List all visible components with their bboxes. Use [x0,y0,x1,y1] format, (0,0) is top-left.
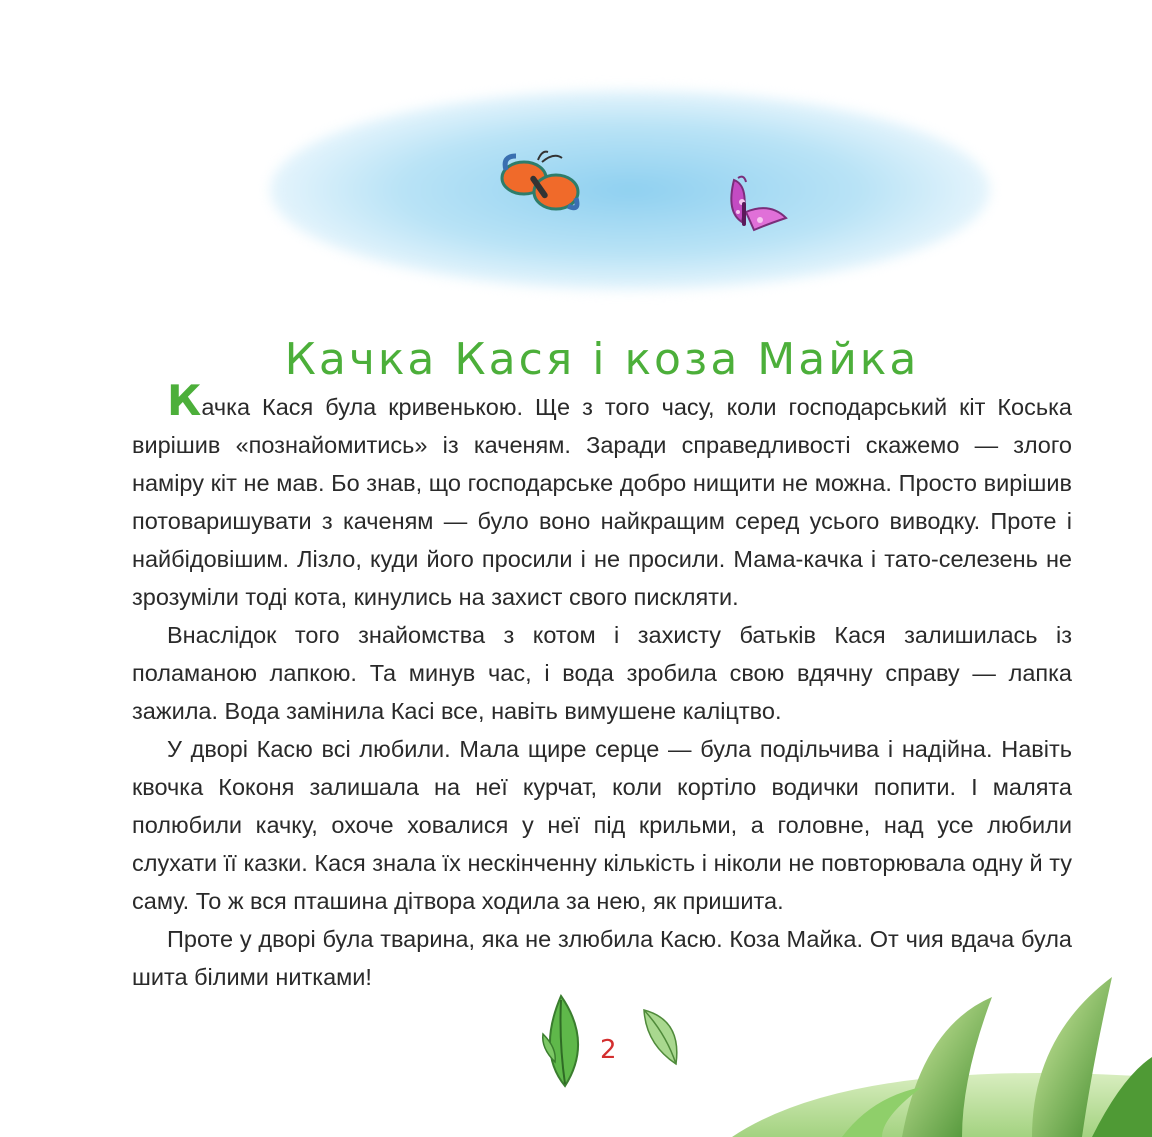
right-leaf-icon [636,1004,686,1070]
story-title: Качка Кася і коза Майка [284,334,920,386]
orange-butterfly-icon [498,148,582,218]
paragraph [132,376,1072,616]
sky-cloud-illustration [270,90,990,290]
pink-butterfly-icon [720,172,790,242]
grass-illustration [732,967,1152,1137]
paragraph: У дворі Касю всі любили. Мала щире серце — була подільчива і надійна. Навіть квочка Коконя залишала на неї курчат, коли кортіло водички попити. І малята полюбили качку, охоче ховалися у неї під крильми, а головне, над усе любили слухати її казки. Кася знала їх нескінченну кількість і ніколи не повторювала одну й ту саму. То ж вся пташина дітвора ходила за нею, як пришита. [132,736,1072,914]
dropcap: К [167,376,202,425]
paragraph-text: ачка Кася була кривенькою. Ще з того часу, коли господарський кіт Коська вирішив «познайомитись» із каченям. Заради справедливості скажемо — злого наміру кіт не мав. Бо знав, що господарське добро нищити не можна. Просто вирішив потоваришувати з каченям — було воно найкращим серед усього виводку. Проте і найбідовішим. Лізло, куди його просили і не просили. Мама-качка і тато-селезень не зрозуміли тоді кота, кинулись на захист свого пискляти. [132,394,1072,610]
page-number: 2 [600,1035,617,1065]
paragraph: Проте у дворі була тварина, яка не злюбила Касю. Коза Майка. От чия вдача була шита білими нитками! [132,926,1072,990]
left-leaf-icon [535,992,595,1088]
paragraph: Внаслідок того знайомства з котом і захисту батьків Кася залишилась із поламаною лапкою. Та минув час, і вода зробила свою вдячну справу — лапка зажила. Вода замінила Касі все, навіть вимушене каліцтво. [132,622,1072,724]
story-text [132,376,1072,996]
